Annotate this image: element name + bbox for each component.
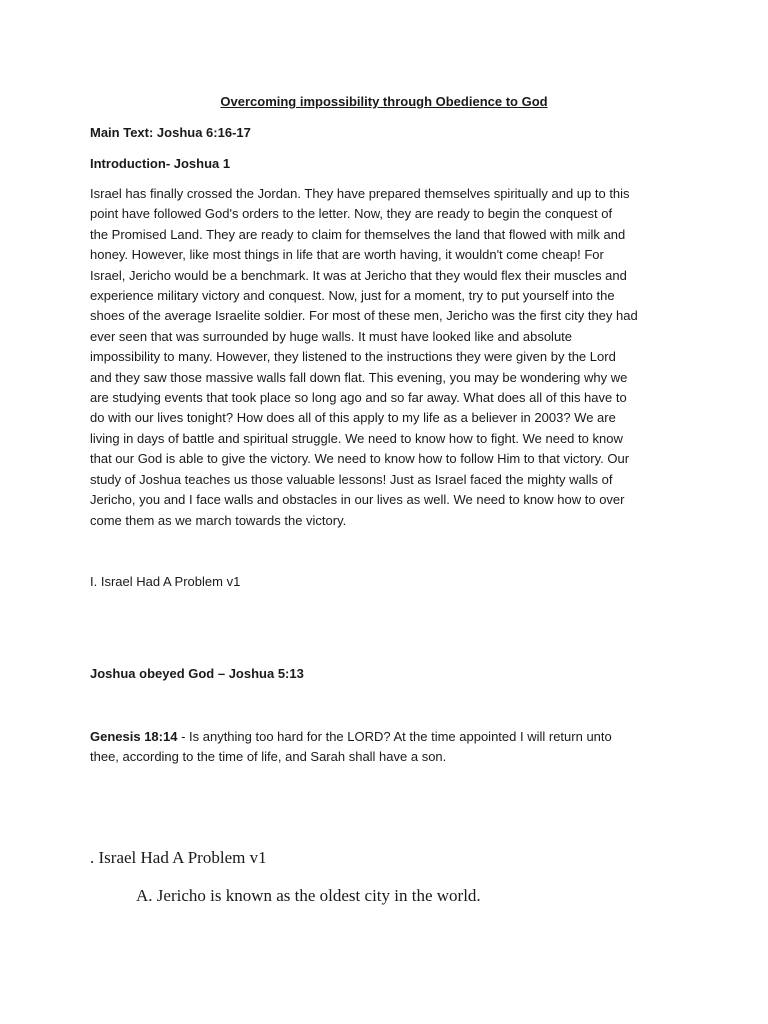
serif-section-heading: . Israel Had A Problem v1 — [90, 848, 267, 867]
introduction-heading: Introduction- Joshua 1 — [90, 156, 231, 171]
serif-point-a: A. Jericho is known as the oldest city in the world. — [136, 886, 481, 905]
document-title: Overcoming impossibility through Obedience to God — [220, 94, 548, 109]
main-text-reference: Main Text: Joshua 6:16-17 — [90, 125, 251, 140]
genesis-verse-text: - Is anything too hard for the LORD? At the time appointed I will return unto thee, according to the time of life, and Sarah shall have a son. — [90, 729, 612, 765]
introduction-paragraph: Israel has finally crossed the Jordan. They have prepared themselves spiritually and up to this point have followed God's orders to the letter. Now, they are ready to begin the conquest of the Promised Land. They are ready to claim for themselves the land that flowed with milk and honey. However, like most things in life that are worth having, it wouldn't come cheap! For Israel, Jericho would be a benchmark. It was at Jericho that they would flex their muscles and experience military victory and conquest. Now, just for a moment, try to put yourself into the shoes of the average Israelite soldier. For most of these men, Jericho was the first city they had ever seen that was surrounded by huge walls. It must have looked like and absolute impossibility to many. However, they listened to the instructions they were given by the Lord and they saw those massive walls fall down flat. This evening, you may be wondering why we are studying events that took place so long ago and so far away. What does all of this have to do with our lives tonight? How does all of this apply to my life as a believer in 2003? We are living in days of battle and spiritual struggle. We need to know how to fight. We need to know that our God is able to give the victory. We need to know how to follow Him to that victory. Our study of Joshua teaches us those valuable lessons! Just as Israel faced the mighty walls of Jericho, you and I face walls and obstacles in our lives as well. We need to know how to over come them as we march towards the victory. — [90, 186, 638, 528]
section-heading-israel-problem: I. Israel Had A Problem v1 — [90, 574, 241, 589]
genesis-verse — [90, 727, 690, 768]
genesis-reference: Genesis 18:14 — [90, 729, 178, 744]
joshua-obeyed-heading: Joshua obeyed God – Joshua 5:13 — [90, 666, 304, 681]
